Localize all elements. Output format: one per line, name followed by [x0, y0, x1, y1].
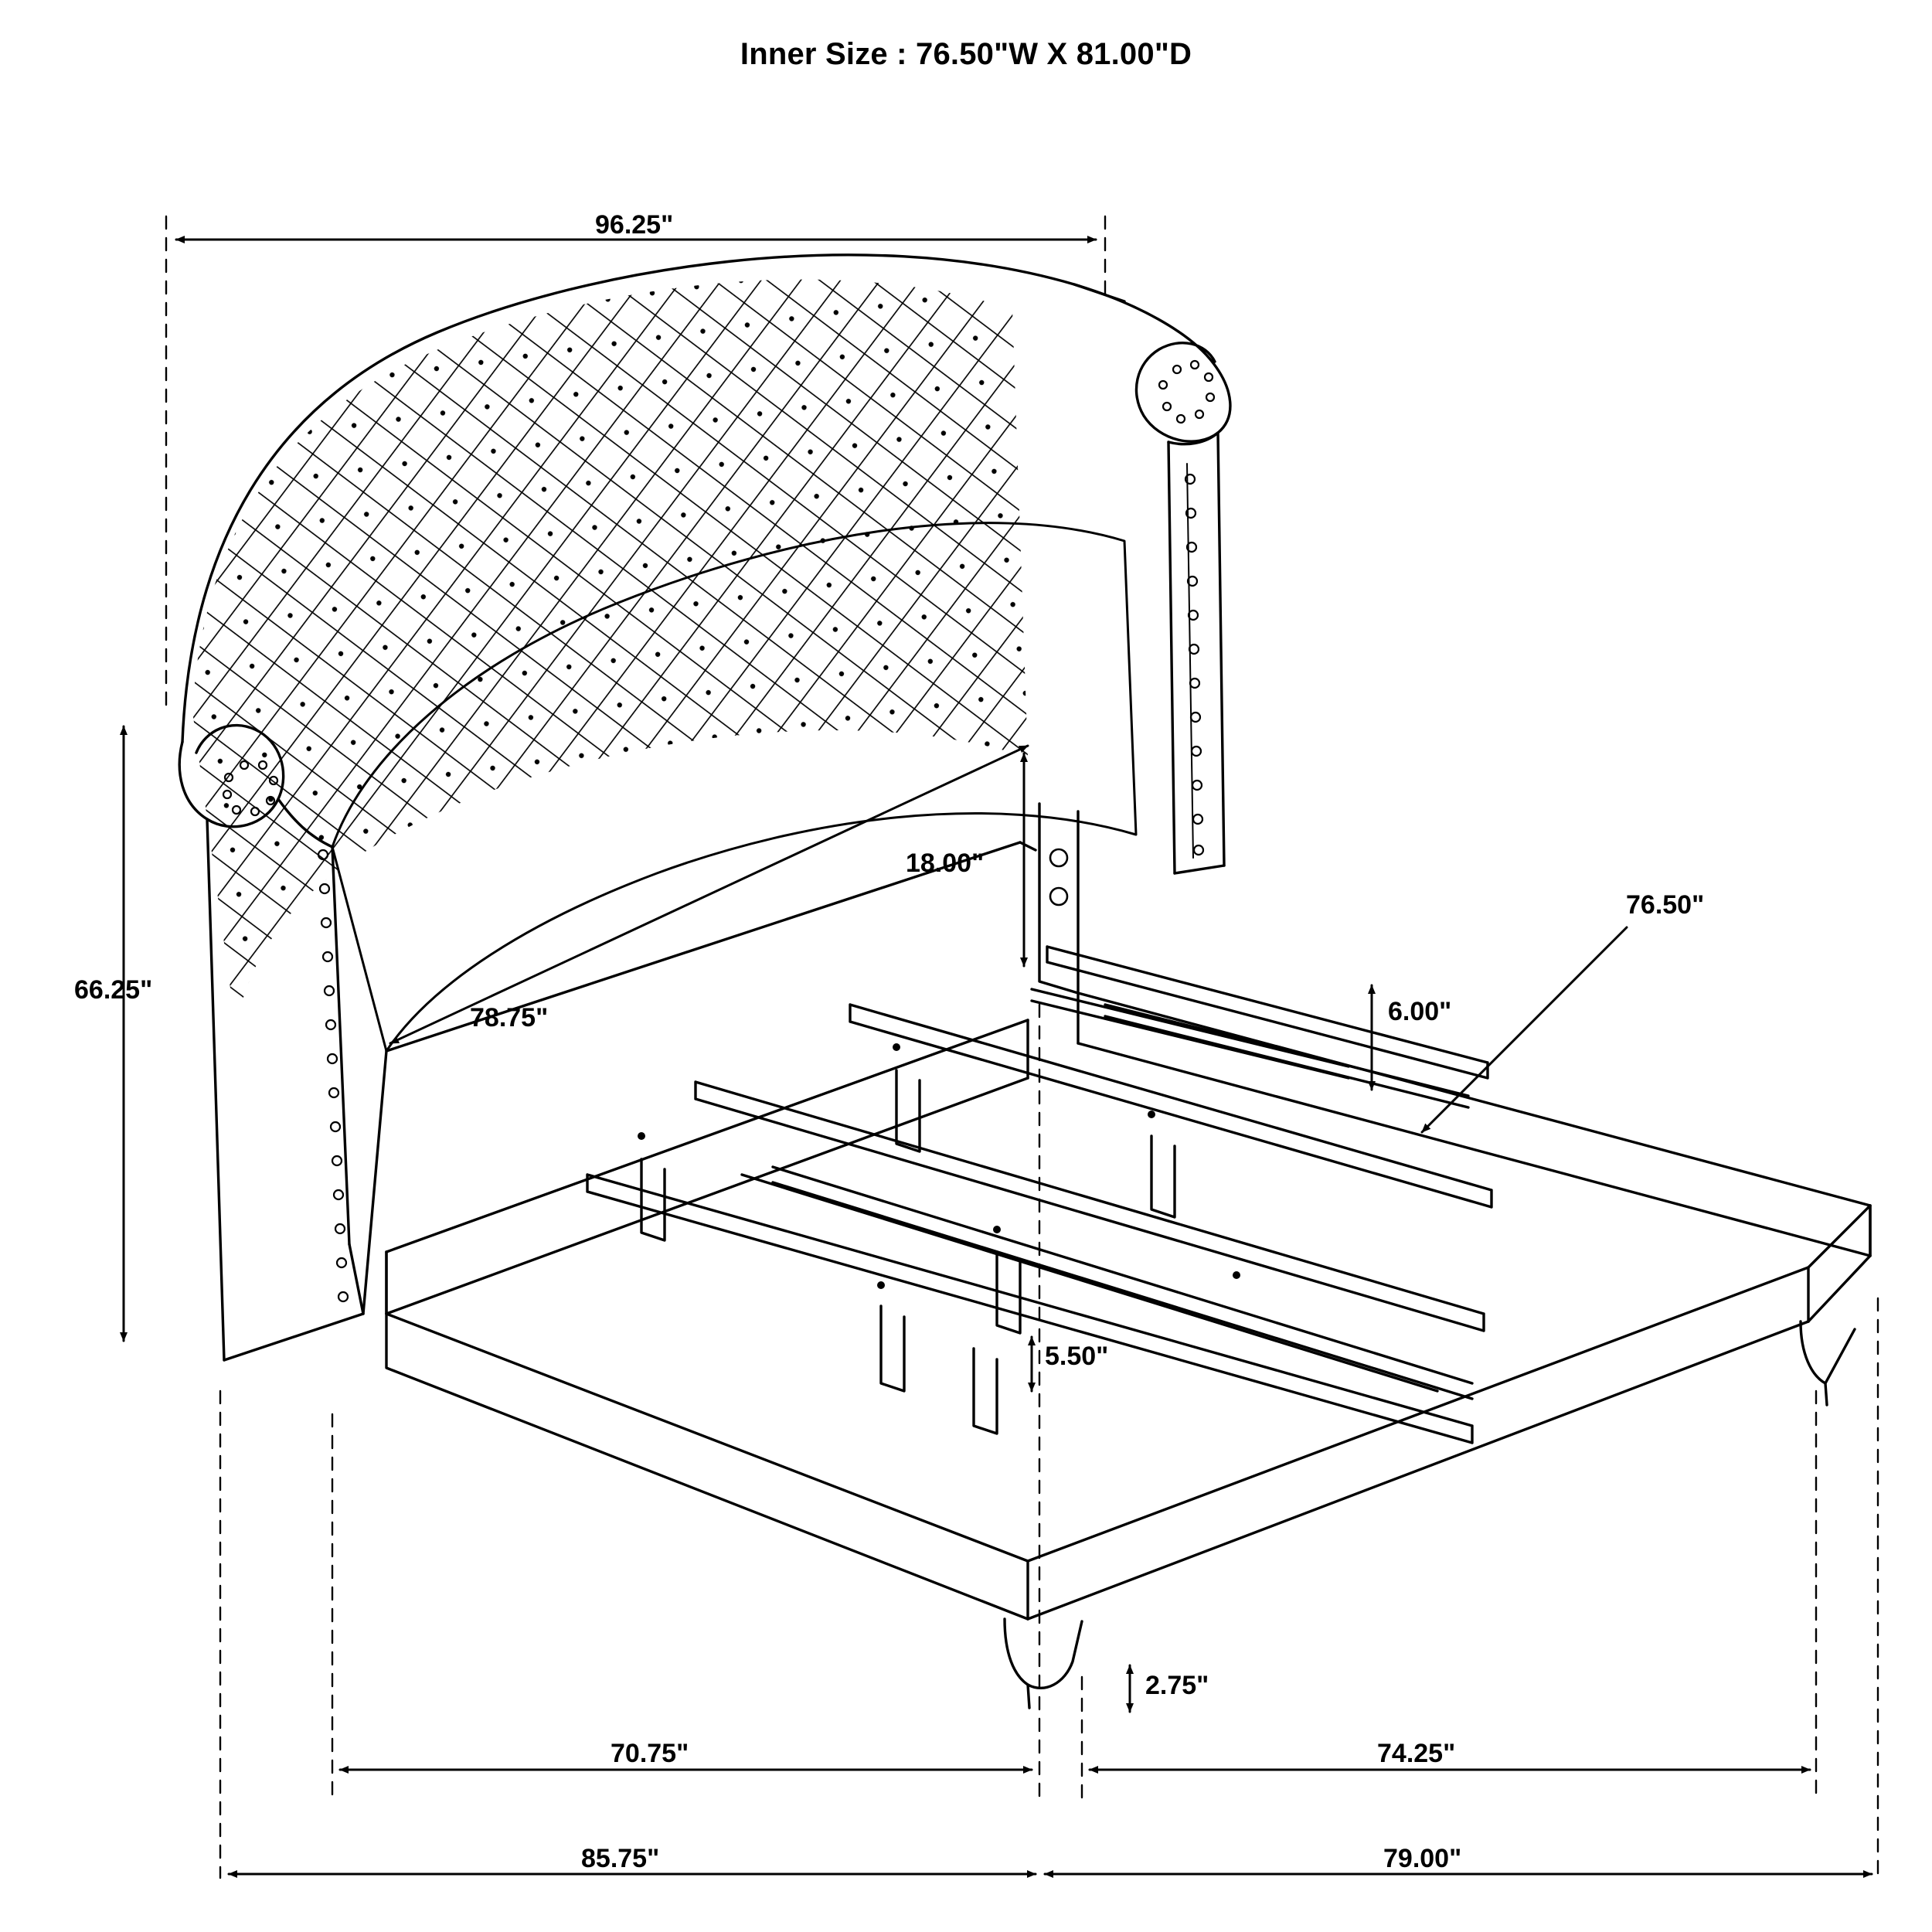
dim-label-center-support-height: 5.50"	[1045, 1342, 1109, 1371]
dim-label-side-rail-height: 6.00"	[1388, 997, 1452, 1026]
dim-label-left-depth-lower: 70.75"	[611, 1739, 689, 1768]
dim-label-foot-leg-height: 2.75"	[1145, 1671, 1209, 1700]
dim-label-headboard-panel-drop: 18.00"	[906, 849, 985, 878]
dim-label-slat-width-callout: 76.50"	[1626, 890, 1705, 920]
dim-label-headboard-inner-width: 78.75"	[470, 1003, 549, 1032]
dim-label-overall-height-left: 66.25"	[74, 975, 153, 1005]
dim-label-left-depth-bottom: 85.75"	[581, 1844, 660, 1873]
page-title: Inner Size : 76.50"W X 81.00"D	[740, 37, 1192, 71]
dim-label-overall-width-top: 96.25"	[595, 210, 674, 240]
dim-label-right-depth-lower: 74.25"	[1377, 1739, 1456, 1768]
dim-label-right-depth-bottom: 79.00"	[1383, 1844, 1462, 1873]
